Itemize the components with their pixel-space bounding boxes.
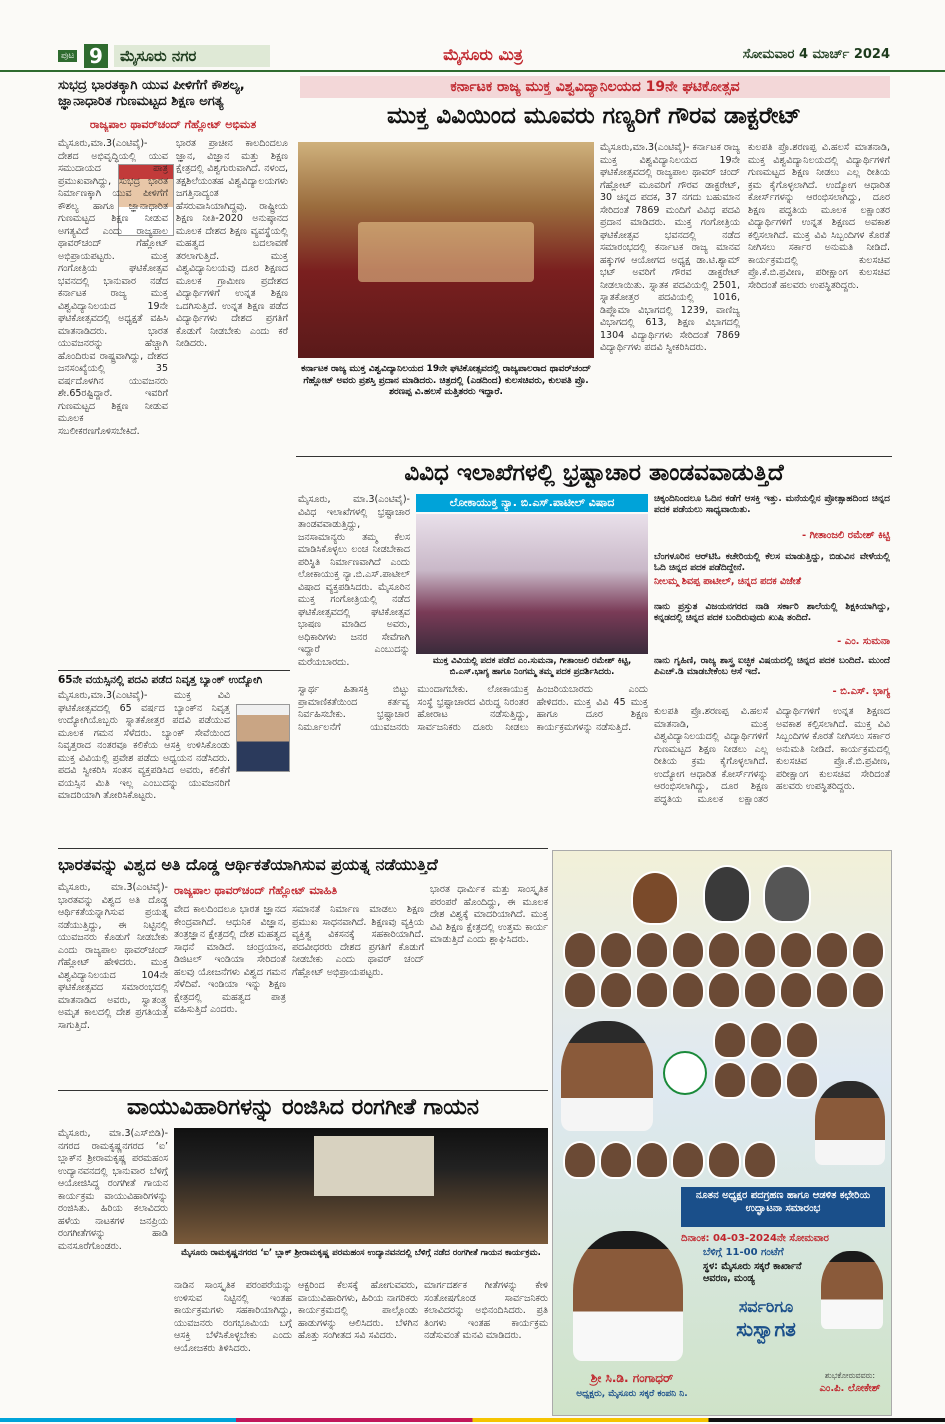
member-portrait: [563, 971, 597, 1009]
member-portrait: [815, 931, 849, 969]
member-portrait: [635, 971, 669, 1009]
ad-person-role: ಅಧ್ಯಕ್ಷರು, ಮೈಸೂರು ಸಕ್ಕರೆ ಕಂಪನಿ ನಿ.: [576, 1389, 688, 1399]
member-portrait: [599, 931, 633, 969]
bank-story-headline: 65ನೇ ವಯಸ್ಸಿನಲ್ಲಿ ಪದವಿ ಪಡೆದ ನಿವೃತ್ತ ಬ್ಯಾಂಕ್ ಉದ್ಯೋಗಿ: [58, 674, 263, 686]
quote-3-text: ನಾನು ಪ್ರಸ್ತುತ ವಿಜಯನಗರದ ನಾಡಿ ಸರ್ಕಾರಿ ಶಾಲೆಯಲ್ಲಿ ಶಿಕ್ಷಕಿಯಾಗಿದ್ದು, ಕನ್ನಡದಲ್ಲಿ ಚಿನ್ನದ ಪದಕ ಬಂದಿರುವುದು ಖುಷಿ ತಂದಿದೆ.: [654, 602, 890, 623]
retiree-photo: [236, 704, 290, 772]
left-story-col2: ಭಾರತ ಪ್ರಾಚೀನ ಕಾಲದಿಂದಲೂ ಜ್ಞಾನ, ವಿಜ್ಞಾನ ಮತ್ತು ಶಿಕ್ಷಣ ಕ್ಷೇತ್ರದಲ್ಲಿ ವಿಶ್ವಗುರುವಾಗಿದೆ. ನಳಂದ, ತಕ್ಷಶಿಲೆಯಂತಹ ವಿಶ್ವವಿದ್ಯಾಲಯಗಳು ಜಗತ್ತಿನಾದ್ಯಂತ ಹೆಸರುವಾಸಿಯಾಗಿದ್ದವು. ರಾಷ್ಟ್ರೀಯ ಶಿಕ್ಷಣ ನೀತಿ-2020 ಅನುಷ್ಠಾನದ ಮೂಲಕ ದೇಶದ ಶಿಕ್ಷಣ ವ್ಯವಸ್ಥೆಯಲ್ಲಿ ಮಹತ್ವದ ಬದಲಾವಣೆ ತರಲಾಗುತ್ತಿದೆ. ಮುಕ್ತ ವಿಶ್ವವಿದ್ಯಾನಿಲಯವು ದೂರ ಶಿಕ್ಷಣದ ಮೂಲಕ ಗ್ರಾಮೀಣ ಪ್ರದೇಶದ ವಿದ್ಯಾರ್ಥಿಗಳಿಗೆ ಉನ್ನತ ಶಿಕ್ಷಣ ಒದಗಿಸುತ್ತಿದೆ. ಉನ್ನತ ಶಿಕ್ಷಣ ಪಡೆದ ವಿದ್ಯಾರ್ಥಿಗಳು ದೇಶದ ಪ್ರಗತಿಗೆ ಕೊಡುಗೆ ನೀಡಬೇಕು ಎಂದು ಕರೆ ನೀಡಿದರು.: [176, 138, 288, 349]
lead-kicker: [300, 76, 890, 98]
member-portrait: [671, 971, 705, 1009]
member-portrait: [563, 1141, 597, 1179]
member-portrait: [563, 931, 597, 969]
issue-date: ಸೋಮವಾರ 4 ಮಾರ್ಚ್ 2024: [742, 47, 890, 62]
member-portrait: [707, 1141, 741, 1179]
member-portrait: [785, 1061, 819, 1099]
quote-box-3: [654, 602, 890, 652]
music-col3: ಆಕ್ಟರಿಂದ ಕೆಲಸಕ್ಕೆ ಹೋಗುವವರು, ವಾಯುವಿಹಾರಿಗಳು, ಹಿರಿಯ ನಾಗರಿಕರು ಕಾರ್ಯಕ್ರಮದಲ್ಲಿ ಪಾಲ್ಗೊಂಡು ಹಾಡುಗಳನ್ನು ಆಲಿಸಿದರು. ಬೆಳಗಿನ ಹೊತ್ತು ಸಂಗೀತದ ಸವಿ ಸವಿದರು.: [298, 1280, 418, 1341]
ad-date: ದಿನಾಂಕ: 04-03-2024ನೇ ಸೋಮವಾರ: [681, 1233, 829, 1244]
ad-title-box: [681, 1187, 885, 1227]
member-portrait: [671, 1141, 705, 1179]
ad-greeter-label: ಶುಭಕೋರುವವರು:: [824, 1371, 876, 1380]
ad-main-portrait: [573, 1231, 683, 1361]
left-story-col1: ಮೈಸೂರು,ಮಾ.3(ಎಂಟಿವೈ)- ದೇಶದ ಅಭಿವೃದ್ಧಿಯಲ್ಲಿ ಯುವ ಸಮುದಾಯದ ಪಾತ್ರ ಪ್ರಮುಖವಾಗಿದ್ದು, ಸುಭದ್ರ ಭಾರತ ನಿರ್ಮಾಣಕ್ಕಾಗಿ ಯುವ ಪೀಳಿಗೆಗೆ ಕೌಶಲ್ಯ ಹಾಗೂ ಜ್ಞಾನಾಧಾರಿತ ಗುಣಮಟ್ಟದ ಶಿಕ್ಷಣ ನೀಡುವ ಅಗತ್ಯವಿದೆ ಎಂದು ರಾಜ್ಯಪಾಲ ಥಾವರ್‌ಚಂದ್ ಗೆಹ್ಲೋಟ್ ಅಭಿಪ್ರಾಯಪಟ್ಟರು. ಮುಕ್ತ ಗಂಗೋತ್ರಿಯ ಘಟಿಕೋತ್ಸವ ಭವನದಲ್ಲಿ ಭಾನುವಾರ ನಡೆದ ಕರ್ನಾಟಕ ರಾಜ್ಯ ಮುಕ್ತ ವಿಶ್ವವಿದ್ಯಾನಿಲಯದ 19ನೇ ಘಟಿಕೋತ್ಸವದಲ್ಲಿ ಅಧ್ಯಕ್ಷತೆ ವಹಿಸಿ ಮಾತನಾಡಿದರು. ಭಾರತ ಯುವಜನರನ್ನು ಹೆಚ್ಚಾಗಿ ಹೊಂದಿರುವ ರಾಷ್ಟ್ರವಾಗಿದ್ದು, ದೇಶದ ಜನಸಂಖ್ಯೆಯಲ್ಲಿ 35 ವರ್ಷದೊಳಗಿನ ಯುವಜನರು ಶೇ.65ರಷ್ಟಿದ್ದಾರೆ. ಇವರಿಗೆ ಗುಣಮಟ್ಟದ ಶಿಕ್ಷಣ ನೀಡುವ ಮೂಲಕ ಸಬಲೀಕರಣಗೊಳಿಸಬೇಕಿದೆ.: [58, 138, 168, 437]
large-portrait-left: [561, 1021, 653, 1131]
member-portrait: [851, 971, 885, 1009]
member-portrait: [749, 1061, 783, 1099]
lokayukta-tag: [416, 494, 648, 512]
paper-name: ಮೈಸೂರು ಮಿತ್ರ: [443, 45, 523, 64]
member-portrait: [599, 1141, 633, 1179]
medal-winners-photo: [416, 514, 648, 654]
convocation-photo: [298, 142, 594, 358]
lead-caption: ಕರ್ನಾಟಕ ರಾಜ್ಯ ಮುಕ್ತ ವಿಶ್ವವಿದ್ಯಾನಿಲಯದ 19ನೇ ಘಟಿಕೋತ್ಸವದಲ್ಲಿ ರಾಜ್ಯಪಾಲರಾದ ಥಾವರ್‌ಚಂದ್ ಗೆಹ್ಲೋಟ್ ಅವರು ಪ್ರಶಸ್ತಿ ಪ್ರದಾನ ಮಾಡಿದರು. ಚಿತ್ರದಲ್ಲಿ (ಎಡದಿಂದ) ಕುಲಸಚಿವರು, ಕುಲಪತಿ ಪ್ರೊ. ಶರಣಪ್ಪ ವಿ.ಹಲಸೆ ಮತ್ತಿತರರು ಇದ್ದಾರೆ.: [301, 364, 591, 397]
quote-box-1: [654, 494, 890, 546]
congress-symbol: [663, 1051, 707, 1095]
leader-portrait: [763, 865, 811, 923]
member-portrait: [743, 1141, 777, 1179]
quote-2-name: ನೀಲಮ್ಮ ಶಿವಪ್ಪ ಪಾಟೀಲ್, ಚಿನ್ನದ ಪದಕ ವಿಜೇತೆ: [654, 576, 802, 587]
quote-1-name: - ಗೀತಾಂಜಲಿ ರಮೇಶ್ ಕಿಟ್ಟಿ: [801, 530, 890, 541]
quote-4-name: - ಬಿ.ಎಸ್. ಭಾಗ್ಯ: [832, 686, 890, 697]
economy-subhead: ರಾಜ್ಯಪಾಲ ಥಾವರ್‌ಚಂದ್ ಗೆಹ್ಲೋಟ್ ಮಾಹಿತಿ: [174, 884, 338, 897]
lead-col2: ಕುಲಪತಿ ಪ್ರೊ.ಶರಣಪ್ಪ ವಿ.ಹಲಸೆ ಮಾತನಾಡಿ, ಮುಕ್ತ ವಿಶ್ವವಿದ್ಯಾನಿಲಯದಲ್ಲಿ ವಿದ್ಯಾರ್ಥಿಗಳಿಗೆ ಗುಣಮಟ್ಟದ ಶಿಕ್ಷಣ ನೀಡಲು ಎಲ್ಲ ರೀತಿಯ ಕ್ರಮ ಕೈಗೊಳ್ಳಲಾಗಿದೆ. ಉದ್ಯೋಗ ಆಧಾರಿತ ಕೋರ್ಸ್‌ಗಳನ್ನು ಆರಂಭಿಸಲಾಗಿದ್ದು, ದೂರ ಶಿಕ್ಷಣ ಪದ್ಧತಿಯ ಮೂಲಕ ಲಕ್ಷಾಂತರ ವಿದ್ಯಾರ್ಥಿಗಳಿಗೆ ಉನ್ನತ ಶಿಕ್ಷಣದ ಅವಕಾಶ ಕಲ್ಪಿಸಲಾಗಿದೆ. ಮುಕ್ತ ವಿವಿ ಸಿಬ್ಬಂದಿಗಳ ಕೊರತೆ ನೀಗಿಸಲು ಸರ್ಕಾರ ಅನುಮತಿ ನೀಡಿದೆ. ಕಾರ್ಯಕ್ರಮದಲ್ಲಿ ಕುಲಸಚಿವ ಪ್ರೊ.ಕೆ.ಬಿ.ಪ್ರವೀಣ, ಪರೀಕ್ಷಾಂಗ ಕುಲಸಚಿವ ಸೇರಿದಂತೆ ಹಲವರು ಉಪಸ್ಥಿತರಿದ್ದರು.: [748, 142, 890, 291]
divider: [58, 1090, 548, 1091]
corruption-col2: ಸ್ವಾರ್ಥ ಹಿತಾಸಕ್ತಿ ಬಿಟ್ಟು ಪ್ರಾಮಾಣಿಕತೆಯಿಂದ ಕರ್ತವ್ಯ ನಿರ್ವಹಿಸಬೇಕು. ಭ್ರಷ್ಟಾಚಾರ ನಿರ್ಮೂಲನೆಗೆ ಯುವಜನರು ಮುಂದಾಗಬೇಕು. ಲೋಕಾಯುಕ್ತ ಸಂಸ್ಥೆ ಭ್ರಷ್ಟಾಚಾರದ ವಿರುದ್ಧ ನಿರಂತರ ಹೋರಾಟ ನಡೆಸುತ್ತಿದ್ದು, ಸಾರ್ವಜನಿಕರು ದೂರು ನೀಡಲು ಹಿಂಜರಿಯಬಾರದು ಎಂದು ಹೇಳಿದರು. ಮುಕ್ತ ವಿವಿ 45 ಮುಕ್ತ ಹಾಗೂ ದೂರ ಶಿಕ್ಷಣ ಕಾರ್ಯಕ್ರಮಗಳನ್ನು ನಡೆಸುತ್ತಿದೆ.: [298, 684, 648, 733]
quote-3-name: - ಎಂ. ಸುಮನಾ: [837, 636, 890, 647]
divider: [58, 848, 548, 849]
member-portrait: [851, 931, 885, 969]
ad-time: ಬೆಳಿಗ್ಗೆ 11-00 ಗಂಟೆಗೆ: [703, 1247, 784, 1258]
advertisement: [552, 850, 892, 1416]
ad-venue: ಸ್ಥಳ: ಮೈಸೂರು ಸಕ್ಕರೆ ಕಾರ್ಖಾನೆ ಆವರಣ, ಮಂಡ್ಯ: [703, 1261, 802, 1284]
lead-headline: ಮುಕ್ತ ವಿವಿಯಿಂದ ಮೂವರು ಗಣ್ಯರಿಗೆ ಗೌರವ ಡಾಕ್ಟರೇಟ್: [386, 103, 802, 129]
lead-col1: ಮೈಸೂರು,ಮಾ.3(ಎಂಟಿವೈ)- ಕರ್ನಾಟಕ ರಾಜ್ಯ ಮುಕ್ತ ವಿಶ್ವವಿದ್ಯಾನಿಲಯದ 19ನೇ ಘಟಿಕೋತ್ಸವದಲ್ಲಿ ರಾಜ್ಯಪಾಲ ಥಾವರ್ ಚಂದ್ ಗೆಹ್ಲೋಟ್ ಮೂವರಿಗೆ ಗೌರವ ಡಾಕ್ಟರೇಟ್, 30 ಚಿನ್ನದ ಪದಕ, 37 ನಗದು ಬಹುಮಾನ ಸೇರಿದಂತೆ 7869 ಮಂದಿಗೆ ವಿವಿಧ ಪದವಿ ಪ್ರದಾನ ಮಾಡಿದರು. ಮುಕ್ತ ಗಂಗೋತ್ರಿಯ ಘಟಿಕೋತ್ಸವ ಭವನದಲ್ಲಿ ನಡೆದ ಸಮಾರಂಭದಲ್ಲಿ ಕರ್ನಾಟಕ ರಾಜ್ಯ ಮಾನವ ಹಕ್ಕುಗಳ ಆಯೋಗದ ಅಧ್ಯಕ್ಷ ಡಾ.ಟಿ.ಶ್ಯಾಮ್ ಭಟ್ ಅವರಿಗೆ ಗೌರವ ಡಾಕ್ಟರೇಟ್ ನೀಡಲಾಯಿತು. ಸ್ನಾತಕ ಪದವಿಯಲ್ಲಿ 2501, ಸ್ನಾತಕೋತ್ತರ ಪದವಿಯಲ್ಲಿ 1016, ಡಿಪ್ಲೊಮಾ ವಿಭಾಗದಲ್ಲಿ 1239, ವಾಣಿಜ್ಯ ವಿಭಾಗದಲ್ಲಿ 613, ಶಿಕ್ಷಣ ವಿಭಾಗದಲ್ಲಿ 1304 ವಿದ್ಯಾರ್ಥಿಗಳು ಸೇರಿದಂತೆ 7869 ವಿದ್ಯಾರ್ಥಿಗಳು ಪದವಿ ಸ್ವೀಕರಿಸಿದರು.: [600, 142, 740, 353]
member-portrait: [743, 971, 777, 1009]
member-portrait: [713, 1061, 747, 1099]
section-name: ಮೈಸೂರು ನಗರ: [114, 45, 270, 67]
registration-bar: [0, 1418, 945, 1422]
economy-headline: ಭಾರತವನ್ನು ವಿಶ್ವದ ಅತಿ ದೊಡ್ಡ ಆರ್ಥಿಕತೆಯಾಗಿಸುವ ಪ್ರಯತ್ನ ನಡೆಯುತ್ತಿದೆ: [58, 855, 438, 874]
economy-col1: ಮೈಸೂರು, ಮಾ.3(ಎಂಟಿವೈ)- ಭಾರತವನ್ನು ವಿಶ್ವದ ಅತಿ ದೊಡ್ಡ ಆರ್ಥಿಕತೆಯನ್ನಾಗಿಸುವ ಪ್ರಯತ್ನ ನಡೆಯುತ್ತಿದ್ದು, ಈ ನಿಟ್ಟಿನಲ್ಲಿ ಯುವಜನರು ಕೊಡುಗೆ ನೀಡಬೇಕು ಎಂದು ರಾಜ್ಯಪಾಲ ಥಾವರ್‌ಚಂದ್ ಗೆಹ್ಲೋಟ್ ಹೇಳಿದರು. ಮುಕ್ತ ವಿಶ್ವವಿದ್ಯಾನಿಲಯದ 104ನೇ ಘಟಿಕೋತ್ಸವದ ಸಮಾರಂಭದಲ್ಲಿ ಮಾತನಾಡಿದ ಅವರು, ಸ್ವಾತಂತ್ರ್ಯ ಅಮೃತ ಕಾಲದಲ್ಲಿ ದೇಶ ಪ್ರಗತಿಯತ್ತ ಸಾಗುತ್ತಿದೆ.: [58, 882, 168, 1031]
music-col4: ಮಾರ್ಗದರ್ಶಕ ಗೀತೆಗಳನ್ನು ಕೇಳಿ ಸಂತೋಷಗೊಂಡ ಸಾರ್ವಜನಿಕರು ಕಲಾವಿದರನ್ನು ಅಭಿನಂದಿಸಿದರು. ಪ್ರತಿ ತಿಂಗಳು ಇಂತಹ ಕಾರ್ಯಕ್ರಮ ನಡೆಸುವಂತೆ ಮನವಿ ಮಾಡಿದರು.: [424, 1280, 548, 1341]
member-portrait: [779, 971, 813, 1009]
member-portrait: [599, 971, 633, 1009]
ad-title: ನೂತನ ಅಧ್ಯಕ್ಷರ ಪದಗ್ರಹಣ ಹಾಗೂ ಆಡಳಿತ ಕಛೇರಿಯ ಉದ್ಘಾಟನಾ ಸಮಾರಂಭ: [695, 1190, 871, 1214]
quote-4-text: ನಾನು ಗೃಹಿಣಿ, ರಾಜ್ಯ ಶಾಸ್ತ್ರ ಐಚ್ಛಿಕ ವಿಷಯದಲ್ಲಿ ಚಿನ್ನದ ಪದಕ ಬಂದಿದೆ. ಮುಂದೆ ಪಿಎಚ್.ಡಿ ಮಾಡಬೇಕೆಂಬ ಆಸೆ ಇದೆ.: [654, 656, 890, 677]
bank-story-body: ಮೈಸೂರು,ಮಾ.3(ಎಂಟಿವೈ)- ಮುಕ್ತ ವಿವಿ ಘಟಿಕೋತ್ಸವದಲ್ಲಿ 65 ವರ್ಷದ ಬ್ಯಾಂಕ್‌ನ ನಿವೃತ್ತ ಉದ್ಯೋಗಿಯೊಬ್ಬರು ಸ್ನಾತಕೋತ್ತರ ಪದವಿ ಪಡೆಯುವ ಮೂಲಕ ಗಮನ ಸೆಳೆದರು. ಬ್ಯಾಂಕ್ ಸೇವೆಯಿಂದ ನಿವೃತ್ತರಾದ ನಂತರವೂ ಕಲಿಕೆಯ ಆಸಕ್ತಿ ಉಳಿಸಿಕೊಂಡು ಮುಕ್ತ ವಿವಿಯಲ್ಲಿ ಪ್ರವೇಶ ಪಡೆದು ಅಧ್ಯಯನ ನಡೆಸಿದರು. ಪದವಿ ಸ್ವೀಕರಿಸಿ ಸಂತಸ ವ್ಯಕ್ತಪಡಿಸಿದ ಅವರು, ಕಲಿಕೆಗೆ ವಯಸ್ಸಿನ ಮಿತಿ ಇಲ್ಲ ಎಂಬುದನ್ನು ಯುವಜನರಿಗೆ ಮಾದರಿಯಾಗಿ ತೋರಿಸಿಕೊಟ್ಟರು.: [58, 690, 230, 801]
member-portrait: [743, 931, 777, 969]
page-number: 9: [84, 44, 108, 68]
member-portrait: [707, 971, 741, 1009]
left-story-headline: ಸುಭದ್ರ ಭಾರತಕ್ಕಾಗಿ ಯುವ ಪೀಳಿಗೆಗೆ ಕೌಶಲ್ಯ, ಜ್ಞಾನಾಧಾರಿತ ಗುಣಮಟ್ಟದ ಶಿಕ್ಷಣ ಅಗತ್ಯ: [58, 78, 245, 109]
large-portrait-right: [815, 1081, 885, 1165]
music-caption: ಮೈಸೂರು ರಾಮಕೃಷ್ಣನಗರದ ‘ಐ’ ಬ್ಲಾಕ್ ಶ್ರೀರಾಮಕೃಷ್ಣ ಪರಮಹಂಸ ಉದ್ಯಾನವನದಲ್ಲಿ ಬೆಳಿಗ್ಗೆ ನಡೆದ ರಂಗಗೀತೆ ಗಾಯನ ಕಾರ್ಯಕ್ರಮ.: [181, 1248, 541, 1258]
economy-col3: ಸಮಾನತೆ ನಿರ್ಮಾಣ ಮಾಡಲು ಶಿಕ್ಷಣ ಪ್ರಮುಖ ಸಾಧನವಾಗಿದೆ. ಶಿಕ್ಷಣವು ವ್ಯಕ್ತಿಯ ವ್ಯಕ್ತಿತ್ವ ವಿಕಸನಕ್ಕೆ ಸಹಕಾರಿಯಾಗಿದೆ. ಪದವೀಧರರು ದೇಶದ ಪ್ರಗತಿಗೆ ಕೊಡುಗೆ ನೀಡಬೇಕು ಎಂದು ಥಾವರ್ ಚಂದ್ ಗೆಹ್ಲೋಟ್ ಅಭಿಪ್ರಾಯಪಟ್ಟರು.: [292, 904, 424, 978]
ad-greeter-portrait: [821, 1251, 883, 1329]
masthead: [0, 44, 945, 72]
ad-welcome-1: ಸರ್ವರಿಗೂ: [738, 1297, 794, 1316]
leader-portrait: [631, 871, 679, 925]
bank-story: [58, 674, 290, 844]
left-story: [58, 78, 288, 668]
member-portrait: [635, 931, 669, 969]
quote-box-2: [654, 552, 890, 598]
leader-portrait: [703, 865, 751, 923]
divider: [296, 456, 892, 457]
member-portrait: [707, 931, 741, 969]
member-portrait: [779, 931, 813, 969]
ad-person-name: ಶ್ರೀ ಸಿ.ಡಿ. ಗಂಗಾಧರ್: [590, 1371, 674, 1385]
corruption-headline: ವಿವಿಧ ಇಲಾಖೆಗಳಲ್ಲಿ ಭ್ರಷ್ಟಾಚಾರ ತಾಂಡವವಾಡುತ್ತಿದೆ: [404, 460, 784, 486]
music-headline: ವಾಯುವಿಹಾರಿಗಳನ್ನು ರಂಜಿಸಿದ ರಂಗಗೀತೆ ಗಾಯನ: [126, 1095, 479, 1120]
divider: [58, 670, 290, 671]
music-col2: ನಾಡಿನ ಸಾಂಸ್ಕೃತಿಕ ಪರಂಪರೆಯನ್ನು ಉಳಿಸುವ ನಿಟ್ಟಿನಲ್ಲಿ ಇಂತಹ ಕಾರ್ಯಕ್ರಮಗಳು ಸಹಕಾರಿಯಾಗಿದ್ದು, ಯುವಜನರು ರಂಗಭೂಮಿಯ ಬಗ್ಗೆ ಆಸಕ್ತಿ ಬೆಳೆಸಿಕೊಳ್ಳಬೇಕು ಎಂದು ಆಯೋಜಕರು ತಿಳಿಸಿದರು.: [174, 1280, 292, 1354]
medal-winners-caption: ಮುಕ್ತ ವಿವಿಯಲ್ಲಿ ಪದಕ ಪಡೆದ ಎಂ.ಸುಮನಾ, ಗೀತಾಂಜಲಿ ರಮೇಶ್ ಕಿಟ್ಟಿ, ಬಿ.ಎಸ್.ಭಾಗ್ಯ ಹಾಗೂ ನಿಂಗಮ್ಮ ತಮ್ಮ ಪದಕ ಪ್ರದರ್ಶಿಸಿದರು.: [432, 656, 632, 677]
member-portrait: [713, 1021, 747, 1059]
economy-col4: ಭಾರತ ಧಾರ್ಮಿಕ ಮತ್ತು ಸಾಂಸ್ಕೃತಿಕ ಪರಂಪರೆ ಹೊಂದಿದ್ದು, ಈ ಮೂಲಕ ದೇಶ ವಿಶ್ವಕ್ಕೆ ಮಾದರಿಯಾಗಿದೆ. ಮುಕ್ತ ವಿವಿ ಶಿಕ್ಷಣ ಕ್ಷೇತ್ರದಲ್ಲಿ ಉತ್ತಮ ಕಾರ್ಯ ಮಾಡುತ್ತಿದೆ ಎಂದು ಶ್ಲಾಘಿಸಿದರು.: [430, 884, 548, 945]
member-portrait: [815, 971, 849, 1009]
member-portrait: [635, 1141, 669, 1179]
quote-2-text: ಬೆಂಗಳೂರಿನ ಆರ್‌ಟಿಓ ಕಚೇರಿಯಲ್ಲಿ ಕೆಲಸ ಮಾಡುತ್ತಿದ್ದು, ಬಿಡುವಿನ ವೇಳೆಯಲ್ಲಿ ಓದಿ ಚಿನ್ನದ ಪದಕ ಪಡೆದಿದ್ದೇನೆ.: [654, 552, 890, 573]
member-portrait: [671, 931, 705, 969]
corruption-col1: ಮೈಸೂರು, ಮಾ.3(ಎಂಟಿವೈ)- ವಿವಿಧ ಇಲಾಖೆಗಳಲ್ಲಿ ಭ್ರಷ್ಟಾಚಾರ ತಾಂಡವವಾಡುತ್ತಿದ್ದು, ಜನಸಾಮಾನ್ಯರು ತಮ್ಮ ಕೆಲಸ ಮಾಡಿಸಿಕೊಳ್ಳಲು ಲಂಚ ನೀಡಬೇಕಾದ ಪರಿಸ್ಥಿತಿ ನಿರ್ಮಾಣವಾಗಿದೆ ಎಂದು ಲೋಕಾಯುಕ್ತ ನ್ಯಾ.ಬಿ.ಎಸ್.ಪಾಟೀಲ್ ವಿಷಾದ ವ್ಯಕ್ತಪಡಿಸಿದರು. ಮೈಸೂರಿನ ಮುಕ್ತ ಗಂಗೋತ್ರಿಯಲ್ಲಿ ನಡೆದ ಘಟಿಕೋತ್ಸವದಲ್ಲಿ ಘಟಿಕೋತ್ಸವ ಭಾಷಣ ಮಾಡಿದ ಅವರು, ಅಧಿಕಾರಿಗಳು ಜನರ ಸೇವೆಗಾಗಿ ಇದ್ದಾರೆ ಎಂಬುದನ್ನು ಮರೆಯಬಾರದು.: [298, 494, 410, 668]
page-label: ಪುಟ: [58, 50, 77, 62]
music-col1: ಮೈಸೂರು, ಮಾ.3(ಎಸ್‌ಬಿಡಿ)- ನಗರದ ರಾಮಕೃಷ್ಣನಗರದ ‘ಐ’ ಬ್ಲಾಕ್‌ನ ಶ್ರೀರಾಮಕೃಷ್ಣ ಪರಮಹಂಸ ಉದ್ಯಾನವನದಲ್ಲಿ ಭಾನುವಾರ ಬೆಳಿಗ್ಗೆ ಆಯೋಜಿಸಿದ್ದ ರಂಗಗೀತೆ ಗಾಯನ ಕಾರ್ಯಕ್ರಮ ವಾಯುವಿಹಾರಿಗಳನ್ನು ರಂಜಿಸಿತು. ಹಿರಿಯ ಕಲಾವಿದರು ಹಳೆಯ ನಾಟಕಗಳ ಜನಪ್ರಿಯ ರಂಗಗೀತೆಗಳನ್ನು ಹಾಡಿ ಮನಸೂರೆಗೊಂಡರು.: [58, 1128, 168, 1252]
quote-box-4: [654, 656, 890, 702]
member-portrait: [785, 1021, 819, 1059]
corruption-col3: ಕುಲಪತಿ ಪ್ರೊ.ಶರಣಪ್ಪ ವಿ.ಹಲಸೆ ಮಾತನಾಡಿ, ಮುಕ್ತ ವಿಶ್ವವಿದ್ಯಾನಿಲಯದಲ್ಲಿ ವಿದ್ಯಾರ್ಥಿಗಳಿಗೆ ಗುಣಮಟ್ಟದ ಶಿಕ್ಷಣ ನೀಡಲು ಎಲ್ಲ ರೀತಿಯ ಕ್ರಮ ಕೈಗೊಳ್ಳಲಾಗಿದೆ. ಉದ್ಯೋಗ ಆಧಾರಿತ ಕೋರ್ಸ್‌ಗಳನ್ನು ಆರಂಭಿಸಲಾಗಿದ್ದು, ದೂರ ಶಿಕ್ಷಣ ಪದ್ಧತಿಯ ಮೂಲಕ ಲಕ್ಷಾಂತರ ವಿದ್ಯಾರ್ಥಿಗಳಿಗೆ ಉನ್ನತ ಶಿಕ್ಷಣದ ಅವಕಾಶ ಕಲ್ಪಿಸಲಾಗಿದೆ. ಮುಕ್ತ ವಿವಿ ಸಿಬ್ಬಂದಿಗಳ ಕೊರತೆ ನೀಗಿಸಲು ಸರ್ಕಾರ ಅನುಮತಿ ನೀಡಿದೆ. ಕಾರ್ಯಕ್ರಮದಲ್ಲಿ ಕುಲಸಚಿವ ಪ್ರೊ.ಕೆ.ಬಿ.ಪ್ರವೀಣ, ಪರೀಕ್ಷಾಂಗ ಕುಲಸಚಿವ ಸೇರಿದಂತೆ ಹಲವರು ಉಪಸ್ಥಿತರಿದ್ದರು.: [654, 706, 890, 805]
lead-kicker-text: ಕರ್ನಾಟಕ ರಾಜ್ಯ ಮುಕ್ತ ವಿಶ್ವವಿದ್ಯಾನಿಲಯದ 19ನೇ ಘಟಿಕೋತ್ಸವ: [450, 79, 740, 95]
lokayukta-tag-text: ಲೋಕಾಯುಕ್ತ ನ್ಯಾ. ಬಿ.ಎಸ್.ಪಾಟೀಲ್ ವಿಷಾದ: [449, 496, 615, 509]
ad-welcome-2: ಸುಸ್ವಾಗತ: [736, 1317, 796, 1341]
quote-1-text: ಚಿಕ್ಕಂದಿನಿಂದಲೂ ಓದಿನ ಕಡೆಗೆ ಆಸಕ್ತಿ ಇತ್ತು. ಮನೆಯಲ್ಲಿನ ಪ್ರೋತ್ಸಾಹದಿಂದ ಚಿನ್ನದ ಪದಕ ಪಡೆಯಲು ಸಾಧ್ಯವಾಯಿತು.: [654, 494, 890, 515]
member-portrait: [749, 1021, 783, 1059]
left-story-subhead: ರಾಜ್ಯಪಾಲ ಥಾವರ್‌ಚಂದ್ ಗೆಹ್ಲೋಟ್ ಅಭಿಮತ: [89, 118, 257, 131]
music-performance-photo: [174, 1128, 548, 1244]
economy-col2: ವೇದ ಕಾಲದಿಂದಲೂ ಭಾರತ ಜ್ಞಾನದ ಕೇಂದ್ರವಾಗಿದೆ. ಆಧುನಿಕ ವಿಜ್ಞಾನ, ತಂತ್ರಜ್ಞಾನ ಕ್ಷೇತ್ರದಲ್ಲಿ ದೇಶ ಮಹತ್ವದ ಸಾಧನೆ ಮಾಡಿದೆ. ಚಂದ್ರಯಾನ, ಡಿಜಿಟಲ್ ಇಂಡಿಯಾ ಸೇರಿದಂತೆ ಹಲವು ಯೋಜನೆಗಳು ವಿಶ್ವದ ಗಮನ ಸೆಳೆದಿವೆ. ಇಂಡಿಯಾ ಇನ್ನು ಶಿಕ್ಷಣ ಕ್ಷೇತ್ರದಲ್ಲಿ ಮಹತ್ವದ ಪಾತ್ರ ವಹಿಸುತ್ತಿದೆ ಎಂದರು.: [174, 904, 286, 1015]
ad-greeter-name: ಎಂ.ಪಿ. ಲೋಕೇಶ್: [819, 1383, 881, 1394]
